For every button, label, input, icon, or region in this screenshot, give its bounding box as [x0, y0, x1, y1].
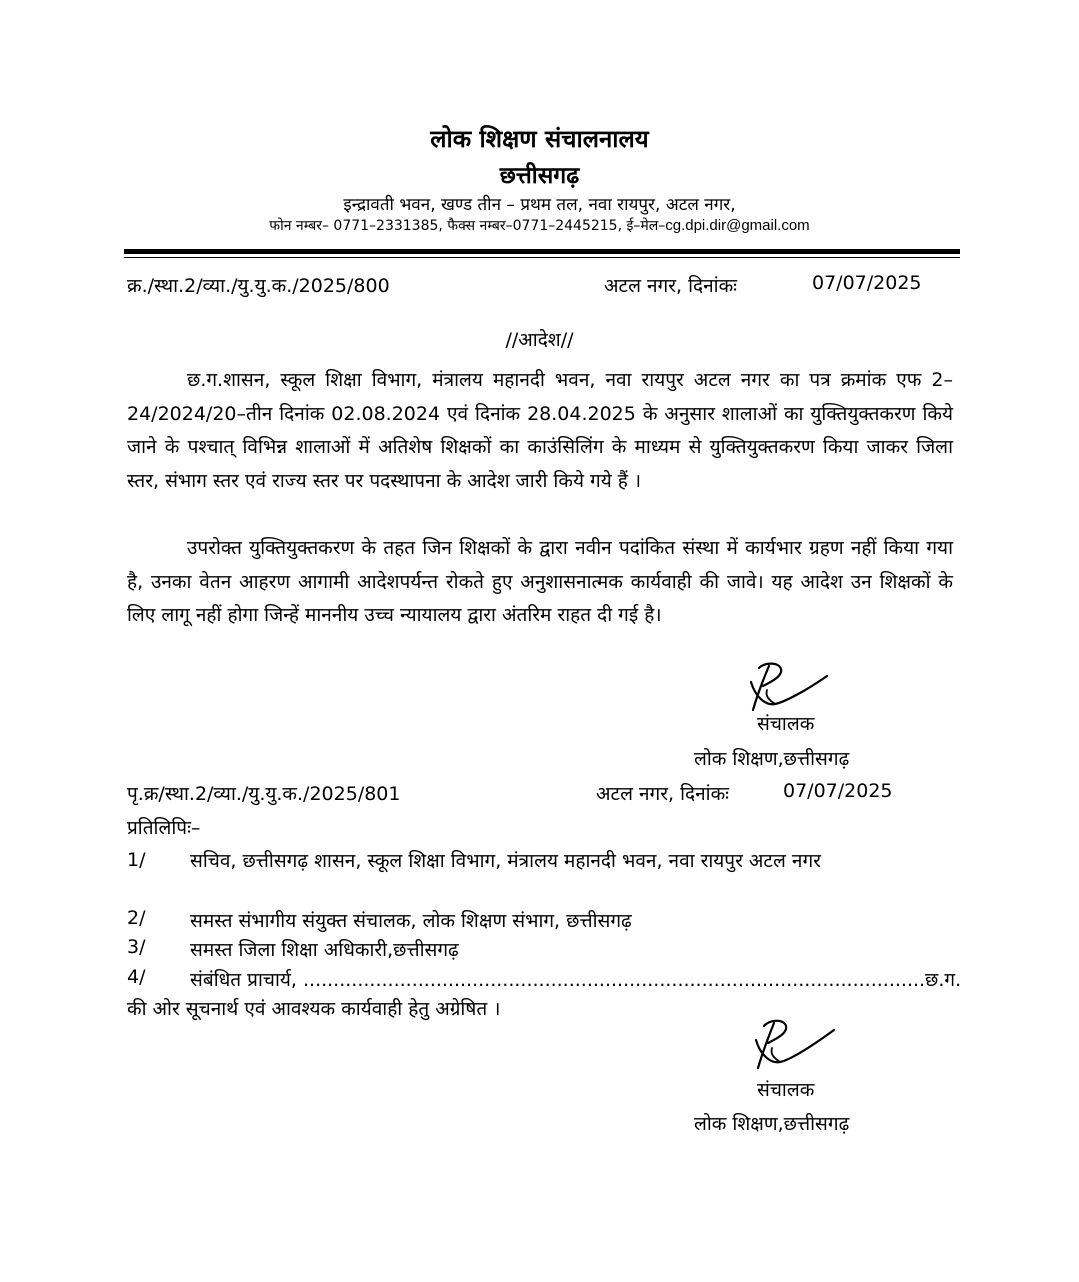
order-ref-number: क्र./स्था.2/व्या./यु.यु.क./2025/800: [127, 275, 390, 297]
signatory-org-1: लोक शिक्षण,छत्तीसगढ़: [694, 748, 850, 770]
office-title: लोक शिक्षण संचालनालय: [430, 125, 649, 153]
copy-item-1-text: सचिव, छत्तीसगढ़ शासन, स्कूल शिक्षा विभाग, मंत्रालय महानदी भवन, नवा रायपुर अटल नगर: [190, 850, 821, 872]
office-address: इन्द्रावती भवन, खण्ड तीन – प्रथम तल, नवा रायपुर, अटल नगर,: [343, 195, 736, 215]
copy-closing: की ओर सूचनार्थ एवं आवश्यक कार्यवाही हेतु अग्रेषित ।: [127, 998, 501, 1020]
signatory-title-2: संचालक: [757, 1079, 815, 1101]
order-paragraph-1: [127, 364, 953, 498]
copy-place-date-label: अटल नगर, दिनांकः: [596, 783, 730, 805]
copy-item-2-number: 2/: [127, 907, 146, 929]
order-date: 07/07/2025: [812, 272, 922, 294]
order-paragraph-2: [127, 532, 953, 633]
contact-numbers: फोन नम्बर– 0771–2331385, फैक्स नम्बर–0771–2445215, ई–मेल–: [269, 218, 666, 234]
signatory-org-2: लोक शिक्षण,छत्तीसगढ़: [694, 1113, 850, 1135]
copy-item-3-text: समस्त जिला शिक्षा अधिकारी,छत्तीसगढ़: [190, 939, 459, 961]
copy-label: प्रतिलिपिः–: [127, 817, 201, 839]
state-name: छत्तीसगढ़: [499, 163, 580, 189]
copy-item-4-text: संबंधित प्राचार्य, .......................................................................................................छ.ग.: [190, 969, 962, 991]
order-heading: //आदेश//: [505, 329, 574, 351]
signature-1: [745, 660, 840, 716]
signatory-title-1: संचालक: [757, 713, 815, 735]
office-contact: [0, 216, 1079, 235]
copy-item-3-number: 3/: [127, 936, 146, 958]
header-rule-thin: [124, 257, 960, 258]
contact-email: cg.dpi.dir@gmail.com: [665, 217, 810, 234]
order-paragraph-2-text: उपरोक्त युक्तियुक्तकरण के तहत जिन शिक्षकों के द्वारा नवीन पदांकित संस्था में कार्यभार ग्रहण नहीं किया गया है, उनका वेतन आहरण आगामी आदेशपर्यन्त रोकते हुए अनुशासनात्मक कार्यवाही की जावे। यह आदेश उन शिक्षकों के लिए लागू नहीं होगा जिन्हें माननीय उच्च न्यायालय द्वारा अंतरिम राहत दी गई है।: [127, 537, 953, 626]
copy-item-1-number: 1/: [127, 849, 146, 871]
signature-2: [748, 1016, 843, 1072]
copy-item-4-number: 4/: [127, 966, 146, 988]
header-rule-thick: [124, 249, 960, 254]
copy-ref-number: पृ.क्र/स्था.2/व्या./यु.यु.क./2025/801: [127, 783, 401, 805]
copy-date: 07/07/2025: [783, 780, 893, 802]
copy-item-2-text: समस्त संभागीय संयुक्त संचालक, लोक शिक्षण संभाग, छत्तीसगढ़: [190, 910, 632, 932]
order-paragraph-1-text: छ.ग.शासन, स्कूल शिक्षा विभाग, मंत्रालय महानदी भवन, नवा रायपुर अटल नगर का पत्र क्रमांक एफ 2–24/2024/20–तीन दिनांक 02.08.2024 एवं दिनांक 28.04.2025 के अनुसार शालाओं का युक्तियुक्तकरण किये जाने के पश्चात् विभिन्न शालाओं में अतिशेष शिक्षकों का काउंसिलिंग के माध्यम से युक्तियुक्तकरण किया जाकर जिला स्तर, संभाग स्तर एवं राज्य स्तर पर पदस्थापना के आदेश जारी किये गये हैं ।: [127, 369, 953, 492]
order-place-date-label: अटल नगर, दिनांकः: [604, 275, 738, 297]
